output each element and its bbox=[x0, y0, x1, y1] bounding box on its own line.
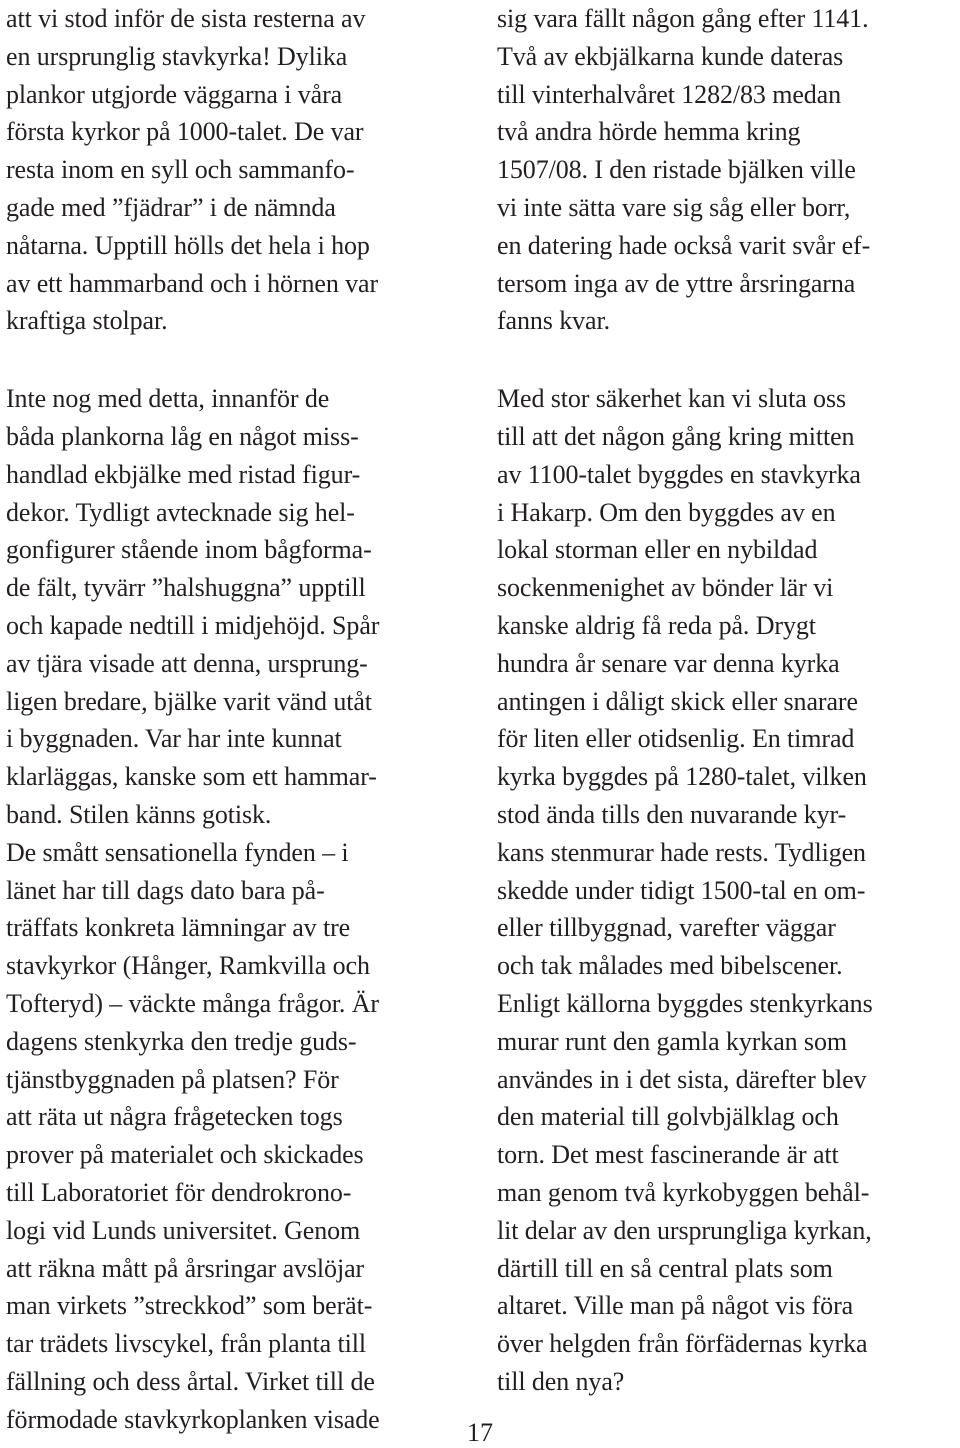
text-line: altaret. Ville man på något vis föra bbox=[497, 1291, 854, 1321]
text-line: lokal storman eller en nybildad bbox=[497, 535, 818, 565]
page-number: 17 bbox=[467, 1418, 493, 1447]
text-line: gonfigurer stående inom bågforma- bbox=[6, 535, 372, 565]
text-line: tar trädets livscykel, från planta till bbox=[6, 1329, 366, 1359]
text-line: första kyrkor på 1000-talet. De var bbox=[6, 117, 364, 147]
text-line: klarläggas, kanske som ett hammar- bbox=[6, 762, 377, 792]
text-line: man genom två kyrkobyggen behål- bbox=[497, 1177, 870, 1207]
text-line: nåtarna. Upptill hölls det hela i hop bbox=[6, 230, 370, 260]
paragraph-gap bbox=[497, 340, 957, 380]
text-line: skedde under tidigt 1500-tal en om- bbox=[497, 875, 866, 905]
left-column bbox=[6, 0, 468, 1438]
text-line: att räkna mått på årsringar avslöjar bbox=[6, 1253, 365, 1283]
paragraph-gap bbox=[6, 340, 468, 380]
text-line: sockenmenighet av bönder lär vi bbox=[497, 573, 834, 603]
text-line: länet har till dags dato bara på- bbox=[6, 875, 325, 905]
text-line: den material till golvbjälklag och bbox=[497, 1102, 839, 1132]
text-line: Tofteryd) – väckte många frågor. Är bbox=[6, 988, 379, 1018]
text-line: till vinterhalvåret 1282/83 medan bbox=[497, 79, 841, 109]
text-line: dagens stenkyrka den tredje guds- bbox=[6, 1026, 357, 1056]
text-line: att vi stod inför de sista resterna av bbox=[6, 4, 366, 33]
text-line: handlad ekbjälke med ristad figur- bbox=[6, 459, 361, 489]
text-line: kans stenmurar hade rests. Tydligen bbox=[497, 837, 866, 867]
text-line: av ett hammarband och i hörnen var bbox=[6, 268, 379, 298]
text-line: kraftiga stolpar. bbox=[6, 306, 168, 336]
text-line: tjänstbyggnaden på platsen? För bbox=[6, 1064, 339, 1094]
text-line: kyrka byggdes på 1280-talet, vilken bbox=[497, 762, 867, 792]
text-line: torn. Det mest fascinerande är att bbox=[497, 1140, 839, 1170]
text-line: av tjära visade att denna, ursprung- bbox=[6, 648, 368, 678]
text-line: antingen i dåligt skick eller snarare bbox=[497, 686, 858, 716]
text-line: kanske aldrig få reda på. Drygt bbox=[497, 610, 816, 640]
text-line: lit delar av den ursprungliga kyrkan, bbox=[497, 1215, 872, 1245]
text-line: över helgden från förfädernas kyrka bbox=[497, 1329, 868, 1359]
text-line: dekor. Tydligt avtecknade sig hel- bbox=[6, 497, 355, 527]
text-line: att räta ut några frågetecken togs bbox=[6, 1102, 343, 1132]
text-line: ligen bredare, bjälke varit vänd utåt bbox=[6, 686, 372, 716]
text-line: två andra hörde hemma kring bbox=[497, 117, 801, 147]
paragraph bbox=[497, 380, 957, 1401]
text-line: gade med ”fjädrar” i de nämnda bbox=[6, 192, 336, 222]
text-line: och kapade nedtill i midjehöjd. Spår bbox=[6, 610, 380, 640]
text-line: 1507/08. I den ristade bjälken ville bbox=[497, 155, 856, 185]
text-line: Enligt källorna byggdes stenkyrkans bbox=[497, 988, 873, 1018]
text-line: tersom inga av de yttre årsringarna bbox=[497, 268, 856, 298]
paragraph bbox=[6, 380, 468, 1438]
text-line: till Laboratoriet för dendrokrono- bbox=[6, 1177, 352, 1207]
text-line: fanns kvar. bbox=[497, 306, 610, 336]
text-line: man virkets ”streckkod” som berät- bbox=[6, 1291, 373, 1321]
text-line: därtill till en så central plats som bbox=[497, 1253, 833, 1283]
text-line: en datering hade också varit svår ef- bbox=[497, 230, 871, 260]
text-line: stavkyrkor (Hånger, Ramkvilla och bbox=[6, 951, 370, 981]
paragraph bbox=[497, 0, 957, 340]
text-line: vi inte sätta vare sig såg eller borr, bbox=[497, 192, 851, 222]
paragraph bbox=[6, 0, 468, 340]
text-line: sig vara fällt någon gång efter 1141. bbox=[497, 4, 869, 33]
text-line: till den nya? bbox=[497, 1366, 625, 1396]
text-line: Inte nog med detta, innanför de bbox=[6, 384, 330, 414]
text-line: en ursprunglig stavkyrka! Dylika bbox=[6, 41, 348, 71]
text-line: stod ända tills den nuvarande kyr- bbox=[497, 799, 847, 829]
text-line: förmodade stavkyrkoplanken visade bbox=[6, 1404, 380, 1434]
text-line: Två av ekbjälkarna kunde dateras bbox=[497, 41, 844, 71]
text-line: träffats konkreta lämningar av tre bbox=[6, 913, 351, 943]
text-line: av 1100-talet byggdes en stavkyrka bbox=[497, 459, 861, 489]
text-line: i Hakarp. Om den byggdes av en bbox=[497, 497, 836, 527]
text-line: resta inom en syll och sammanfo- bbox=[6, 155, 355, 185]
text-line: fällning och dess årtal. Virket till de bbox=[6, 1366, 375, 1396]
text-line: murar runt den gamla kyrkan som bbox=[497, 1026, 847, 1056]
text-line: för liten eller otidsenlig. En timrad bbox=[497, 724, 855, 754]
text-line: prover på materialet och skickades bbox=[6, 1140, 364, 1170]
text-line: och tak målades med bibelscener. bbox=[497, 951, 843, 981]
text-line: De smått sensationella fynden – i bbox=[6, 837, 349, 867]
text-line: plankor utgjorde väggarna i våra bbox=[6, 79, 343, 109]
text-line: logi vid Lunds universitet. Genom bbox=[6, 1215, 361, 1245]
text-line: Med stor säkerhet kan vi sluta oss bbox=[497, 384, 846, 414]
text-line: båda plankorna låg en något miss- bbox=[6, 421, 359, 451]
text-line: i byggnaden. Var har inte kunnat bbox=[6, 724, 342, 754]
right-column bbox=[497, 0, 957, 1401]
text-line: till att det någon gång kring mitten bbox=[497, 421, 855, 451]
text-line: användes in i det sista, därefter blev bbox=[497, 1064, 867, 1094]
text-line: eller tillbyggnad, varefter väggar bbox=[497, 913, 836, 943]
text-line: hundra år senare var denna kyrka bbox=[497, 648, 840, 678]
text-line: band. Stilen känns gotisk. bbox=[6, 799, 272, 829]
text-line: de fält, tyvärr ”halshuggna” upptill bbox=[6, 573, 366, 603]
